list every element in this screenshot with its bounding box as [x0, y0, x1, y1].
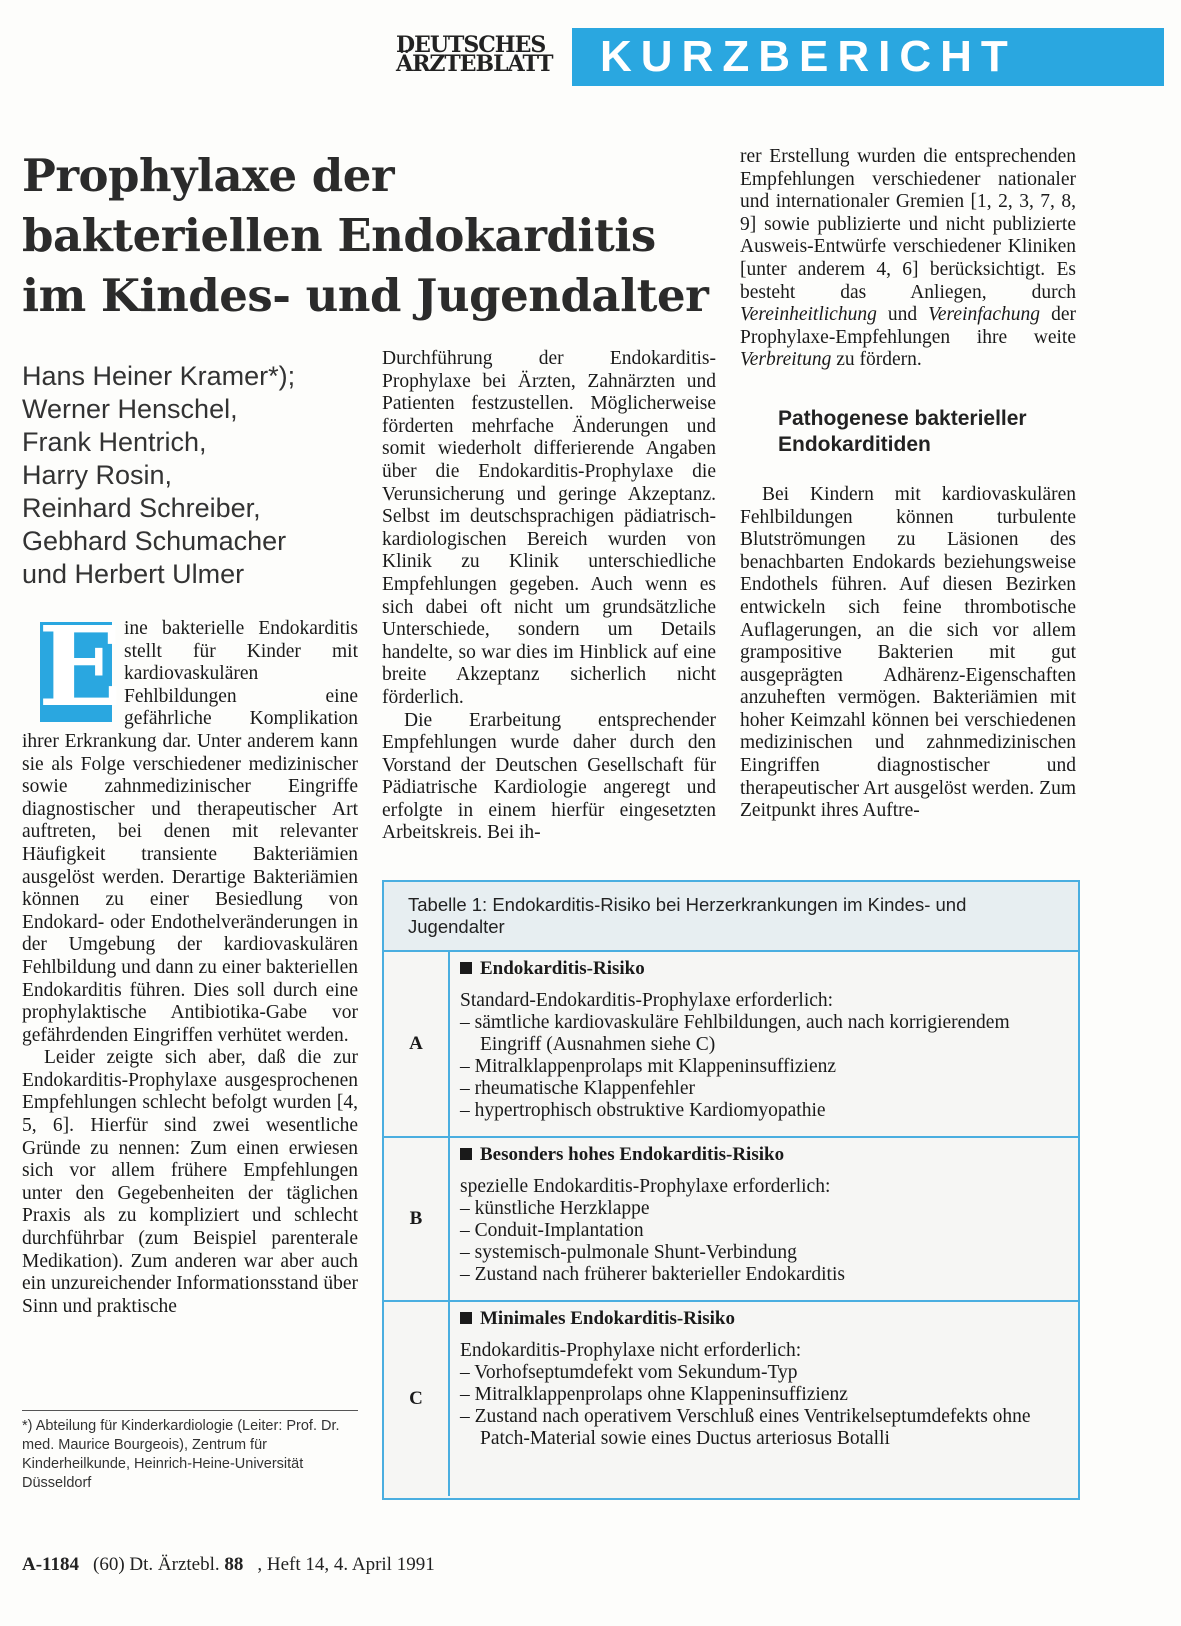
row-heading: Minimales Endokarditis-Risiko — [460, 1308, 1060, 1330]
list-item: – Zustand nach operativem Verschluß eines Ventrikelseptumdefekts ohne Patch-Material sowie eines Ductus arteriosus Botalli — [460, 1406, 1060, 1450]
author: Werner Henschel, — [22, 394, 238, 424]
title-line: im Kindes- und Jugendalter — [22, 269, 709, 322]
author: und Herbert Ulmer — [22, 559, 245, 589]
citation-prefix: (60) Dt. Ärztebl. — [93, 1554, 225, 1575]
drop-cap — [22, 602, 122, 731]
text-column-3 — [740, 146, 1076, 823]
list-item: – Mitralklappenprolaps mit Klappeninsuffizienz — [460, 1056, 1060, 1078]
paragraph: ine bakterielle Endokarditis stellt für Kinder mit kardiovaskulären Fehlbildungen eine gefährliche Komplikation ihrer Erkrankung dar. Unter anderem kann sie als Folge verschiedener medizinischer sowie zahnmedizinischer Eingriffe diagnostischer und therapeutischer Art auftreten, bei denen mit relevanter Häufigkeit transiente Bakteriämien ausgelöst werden. Derartige Bakteriämien können zu einer Besiedlung von Endokard- oder Endothelveränderungen in der Umgebung der kardiovaskulären Fehlbildung und dann zu einer bakteriellen Endokarditis führen. Dies soll durch eine prophylaktische Antibiotika-Gabe vor gefährdenden Eingriffen verhütet werden. — [22, 618, 358, 1046]
list-item: – systemisch-pulmonale Shunt-Verbindung — [460, 1242, 1060, 1264]
paragraph: Die Erarbeitung entsprechender Empfehlungen wurde daher durch den Vorstand der Deutschen Gesellschaft für Pädiatrische Kardiologie angeregt und erfolgte in einem hierfür eingesetzten Arbeitskreis. Bei ih- — [382, 709, 716, 844]
row-letter: A — [384, 952, 450, 1136]
row-intro: Endokarditis-Prophylaxe nicht erforderlich: — [460, 1340, 802, 1361]
title-line: bakteriellen Endokarditis — [22, 209, 656, 262]
text-column-1 — [22, 602, 358, 1318]
author: Hans Heiner Kramer*); — [22, 361, 296, 391]
list-item: – sämtliche kardiovaskuläre Fehlbildungen, auch nach korrigierendem Eingriff (Ausnahmen siehe C) — [460, 1012, 1060, 1056]
section-banner — [572, 28, 1164, 86]
row-letter: C — [384, 1302, 450, 1496]
row-heading: Besonders hohes Endokarditis-Risiko — [460, 1144, 1060, 1166]
table-row — [384, 952, 1078, 1138]
article-title — [22, 146, 752, 326]
risk-table — [382, 880, 1080, 1500]
text-column-2 — [382, 348, 716, 845]
page-code: A-1184 — [22, 1554, 79, 1575]
table-row — [384, 1302, 1078, 1496]
citation-suffix: , Heft 14, 4. April 1991 — [257, 1554, 435, 1575]
row-letter: B — [384, 1138, 450, 1300]
square-bullet-icon — [460, 1312, 472, 1324]
section-banner-label: KURZBERICHT — [600, 32, 1017, 81]
row-intro: Standard-Endokarditis-Prophylaxe erforderlich: — [460, 990, 834, 1011]
masthead-line-2: ÄRZTEBLATT — [396, 51, 553, 77]
journal-masthead — [396, 32, 556, 77]
page-footer — [22, 1554, 435, 1576]
table-caption-text: Tabelle 1: Endokarditis-Risiko bei Herzerkrankungen im Kindes- und Jugendalter — [408, 894, 967, 937]
list-item: – hypertrophisch obstruktive Kardiomyopathie — [460, 1100, 1060, 1122]
row-body — [460, 1144, 1060, 1286]
list-item: – Mitralklappenprolaps ohne Klappeninsuffizienz — [460, 1384, 1060, 1406]
row-list — [460, 1012, 1060, 1122]
row-body — [460, 958, 1060, 1122]
title-line: Prophylaxe der — [22, 149, 395, 202]
square-bullet-icon — [460, 962, 472, 974]
footnote: *) Abteilung für Kinderkardiologie (Leiter: Prof. Dr. med. Maurice Bourgeois), Zentrum für Kinderheilkunde, Heinrich-Heine-Universität Düsseldorf — [22, 1410, 358, 1493]
volume-number: 88 — [224, 1554, 244, 1575]
paragraph: Bei Kindern mit kardiovaskulären Fehlbildungen können turbulente Blutströmungen zu Läsionen des benachbarten Endokards beziehungsweise Endothels führen. Auf diesen Bezirken entwickeln sich feine thrombotische Auflagerungen, an die sich vor allem grampositive Bakterien mit gut ausgeprägten Adhärenz-Eigenschaften anzuheften vermögen. Bakteriämien mit hoher Keimzahl können bei verschiedenen medizinischen und zahnmedizinischen Eingriffen diagnostischer und therapeutischer Art ausgelöst werden. Zum Zeitpunkt ihres Auftre- — [740, 483, 1076, 822]
list-item: – künstliche Herzklappe — [460, 1198, 1060, 1220]
author: Reinhard Schreiber, — [22, 493, 261, 523]
row-list — [460, 1362, 1060, 1450]
author: Frank Hentrich, — [22, 427, 207, 457]
author: Harry Rosin, — [22, 460, 173, 490]
author: Gebhard Schumacher — [22, 526, 287, 556]
masthead-line-1: DEUTSCHES — [396, 32, 546, 58]
list-item: – Vorhofseptumdefekt vom Sekundum-Typ — [460, 1362, 1060, 1384]
row-heading: Endokarditis-Risiko — [460, 958, 1060, 980]
section-heading: Pathogenese bakterieller Endokarditiden — [778, 406, 1027, 456]
paragraph: Leider zeigte sich aber, daß die zur Endokarditis-Prophylaxe ausgesprochenen Empfehlungen schlecht befolgt wurden [4, 5, 6]. Hierfür sind zwei wesentliche Gründe zu nennen: Zum einen erwiesen sich vor allem frühere Empfehlungen unter den Gegebenheiten der täglichen Praxis als zu kompliziert und schlecht durchführbar (zum Beispiel parenterale Medikation). Zum anderen war aber auch ein unzureichender Informationsstand über Sinn und praktische — [22, 1047, 358, 1317]
list-item: – Conduit-Implantation — [460, 1220, 1060, 1242]
row-list — [460, 1198, 1060, 1286]
square-bullet-icon — [460, 1148, 472, 1160]
paragraph: Durchführung der Endokarditis-Prophylaxe bei Ärzten, Zahnärzten und Patienten festzustellen. Möglicherweise förderten mehrfache Änderungen und somit wiederholt differierende Angaben über die Endokarditis-Prophylaxe die Verunsicherung und geringe Akzeptanz. Selbst im deutschsprachigen pädiatrisch-kardiologischen Bereich wurden von Klinik zu Klinik unterschiedliche Empfehlungen gegeben. Auch wenn es sich dabei oft nicht um grundsätzliche Unterschiede, sondern um Details handelte, so war dies im Hinblick auf eine breite Akzeptanz sicherlich nicht förderlich. — [382, 348, 716, 708]
table-caption — [384, 882, 1078, 952]
drop-cap-letter: E — [38, 602, 122, 731]
author-list — [22, 360, 382, 591]
list-item: – rheumatische Klappenfehler — [460, 1078, 1060, 1100]
table-row — [384, 1138, 1078, 1302]
row-body — [460, 1308, 1060, 1450]
paragraph: rer Erstellung wurden die entsprechenden Empfehlungen verschiedener nationaler und internationaler Gremien [1, 2, 3, 7, 8, 9] sowie publizierte und nicht publizierte Ausweis-Entwürfe verschiedener Kliniken [unter anderem 4, 6] berücksichtigt. Es besteht das Anliegen, durch Vereinheitlichung und Vereinfachung der Prophylaxe-Empfehlungen ihre weite Verbreitung zu fördern. — [740, 146, 1076, 371]
row-intro: spezielle Endokarditis-Prophylaxe erforderlich: — [460, 1176, 831, 1197]
list-item: – Zustand nach früherer bakterieller Endokarditis — [460, 1264, 1060, 1286]
